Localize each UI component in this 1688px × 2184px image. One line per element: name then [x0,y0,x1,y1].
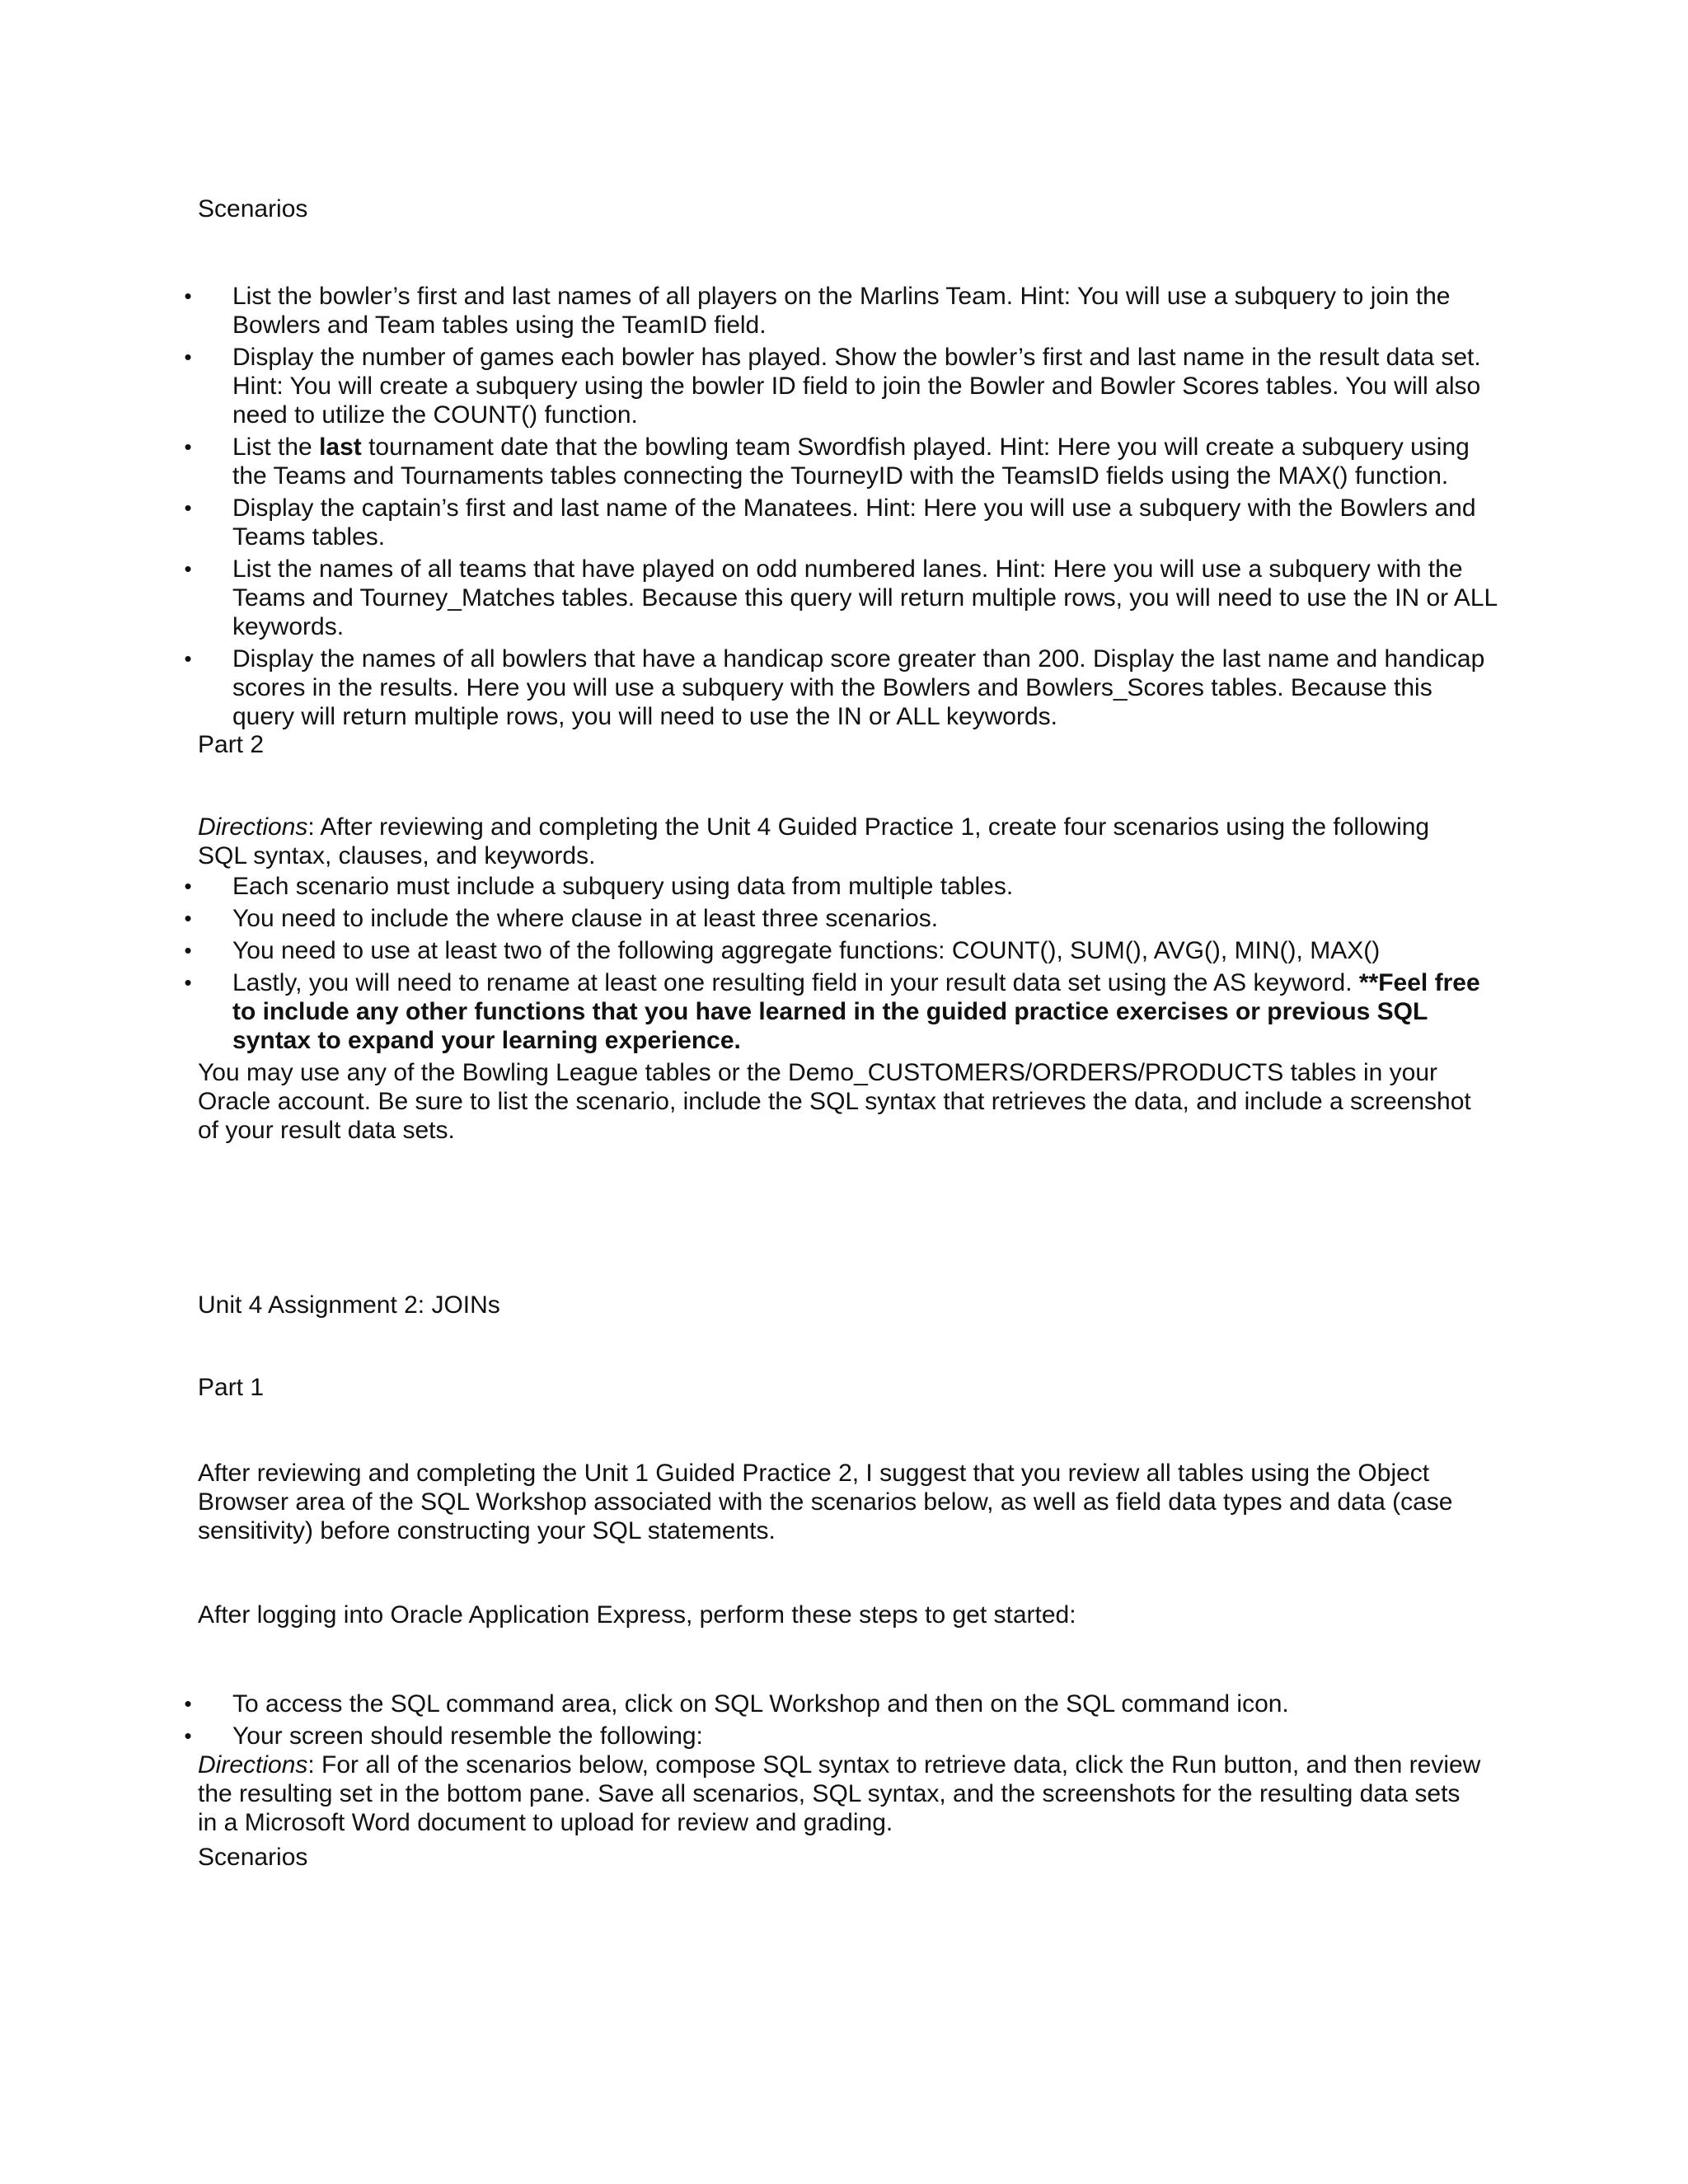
bullet-icon: • [184,284,192,308]
bullet-icon: • [184,938,192,963]
list-item [184,644,1500,731]
directions-paragraph-3 [198,1750,1484,1837]
bullet-icon: • [184,1691,192,1716]
directions-label: Directions [198,813,308,841]
bullet-icon: • [184,970,192,995]
bullet-icon: • [184,556,192,581]
directions-text: : For all of the scenarios below, compose SQL syntax to retrieve data, click the Run button, and then review the resulting set in the bottom pane. Save all scenarios, SQL syntax, and the screenshots for the resulting data sets in a Microsoft Word document to upload for review and grading. [198,1751,1481,1836]
list-item-text: Each scenario must include a subquery using data from multiple tables. [232,873,1014,900]
directions-label: Directions [198,1751,308,1779]
list-item [184,282,1500,340]
part1-label: Part 1 [198,1374,265,1401]
list-item [184,1690,1500,1718]
bullet-icon: • [184,1723,192,1748]
list-item-text: Your screen should resemble the following: [232,1722,703,1750]
list-item [184,555,1500,641]
bullet-icon: • [184,646,192,671]
list-item [184,904,1500,933]
list-item-text-after: tournament date that the bowling team Swordfish played. Hint: Here you will create a subquery using the Teams and Tournaments tables connecting the TourneyID with the TeamsID fields using the MAX() function. [232,434,1470,490]
scenario-list-1 [184,282,1500,734]
list-item-text: You need to include the where clause in at least three scenarios. [232,905,939,932]
list-item [184,936,1500,965]
directions-text: : After reviewing and completing the Unit 4 Guided Practice 1, create four scenarios using the following SQL syntax, clauses, and keywords. [198,813,1430,869]
list-item-text: Display the captain’s first and last name of the Manatees. Hint: Here you will use a subquery with the Bowlers and Teams tables. [232,494,1476,551]
list-item [184,494,1500,551]
list-item [184,1722,1500,1750]
bullet-icon: • [184,344,192,369]
list-item-text: List the names of all teams that have played on odd numbered lanes. Hint: Here you will use a subquery with the Teams and Tourney_Matches tables. Because this query will return multiple rows, you will need to use the IN or ALL keywords. [232,555,1498,640]
list-item [184,968,1500,1055]
part2-label: Part 2 [198,731,265,758]
bullet-icon: • [184,906,192,930]
part1-intro: After reviewing and completing the Unit 1 Guided Practice 2, I suggest that you review all tables using the Object Browser area of the SQL Workshop associated with the scenarios below, as well as field data types and data (case sensitivity) before constructing your SQL statements. [198,1460,1453,1544]
bullet-icon: • [184,434,192,459]
list-item-text-bold: last [319,434,362,461]
unit4-assignment-title: Unit 4 Assignment 2: JOINs [198,1291,500,1319]
bullet-icon: • [184,495,192,520]
directions-paragraph-2 [198,813,1484,870]
list-item-text: To access the SQL command area, click on SQL Workshop and then on the SQL command icon. [232,1690,1289,1718]
list-item-text: Display the names of all bowlers that have a handicap score greater than 200. Display the last name and handicap scores in the results. Here you will use a subquery with the Bowlers and Bowlers_Scores tables. Because this query will return multiple rows, you will need to use the IN or ALL keywords. [232,645,1485,730]
list-item-text: You need to use at least two of the following aggregate functions: COUNT(), SUM(), AVG(), MIN(), MAX() [232,937,1381,964]
requirements-list [184,872,1500,1058]
steps-list [184,1690,1500,1754]
list-item-text: Lastly, you will need to rename at least one resulting field in your result data set using the AS keyword. [232,969,1359,996]
after-login-text: After logging into Oracle Application Express, perform these steps to get started: [198,1601,1076,1629]
list-item [184,433,1500,490]
list-item-text: Display the number of games each bowler has played. Show the bowler’s first and last name in the result data set. Hint: You will create a subquery using the bowler ID field to join the Bowler and Bowler Scores tables. You will also need to utilize the COUNT() function. [232,344,1481,429]
list-item-text-before: List the [232,434,320,461]
list-item [184,343,1500,429]
bullet-icon: • [184,874,192,898]
scenarios-heading: Scenarios [198,195,308,223]
part2-note: You may use any of the Bowling League tables or the Demo_CUSTOMERS/ORDERS/PRODUCTS tables in your Oracle account. Be sure to list the scenario, include the SQL syntax that retrieves the data, and include a screenshot of your result data sets. [198,1059,1471,1144]
list-item-text: List the bowler’s first and last names of all players on the Marlins Team. Hint: You will use a subquery to join the Bowlers and Team tables using the TeamID field. [232,283,1451,339]
scenarios-heading-2: Scenarios [198,1844,308,1871]
list-item [184,872,1500,901]
list-item-text-bold: **Feel free to include any other functions that you have learned in the guided practice exercises or previous SQL syntax to expand your learning experience. [232,969,1480,1054]
